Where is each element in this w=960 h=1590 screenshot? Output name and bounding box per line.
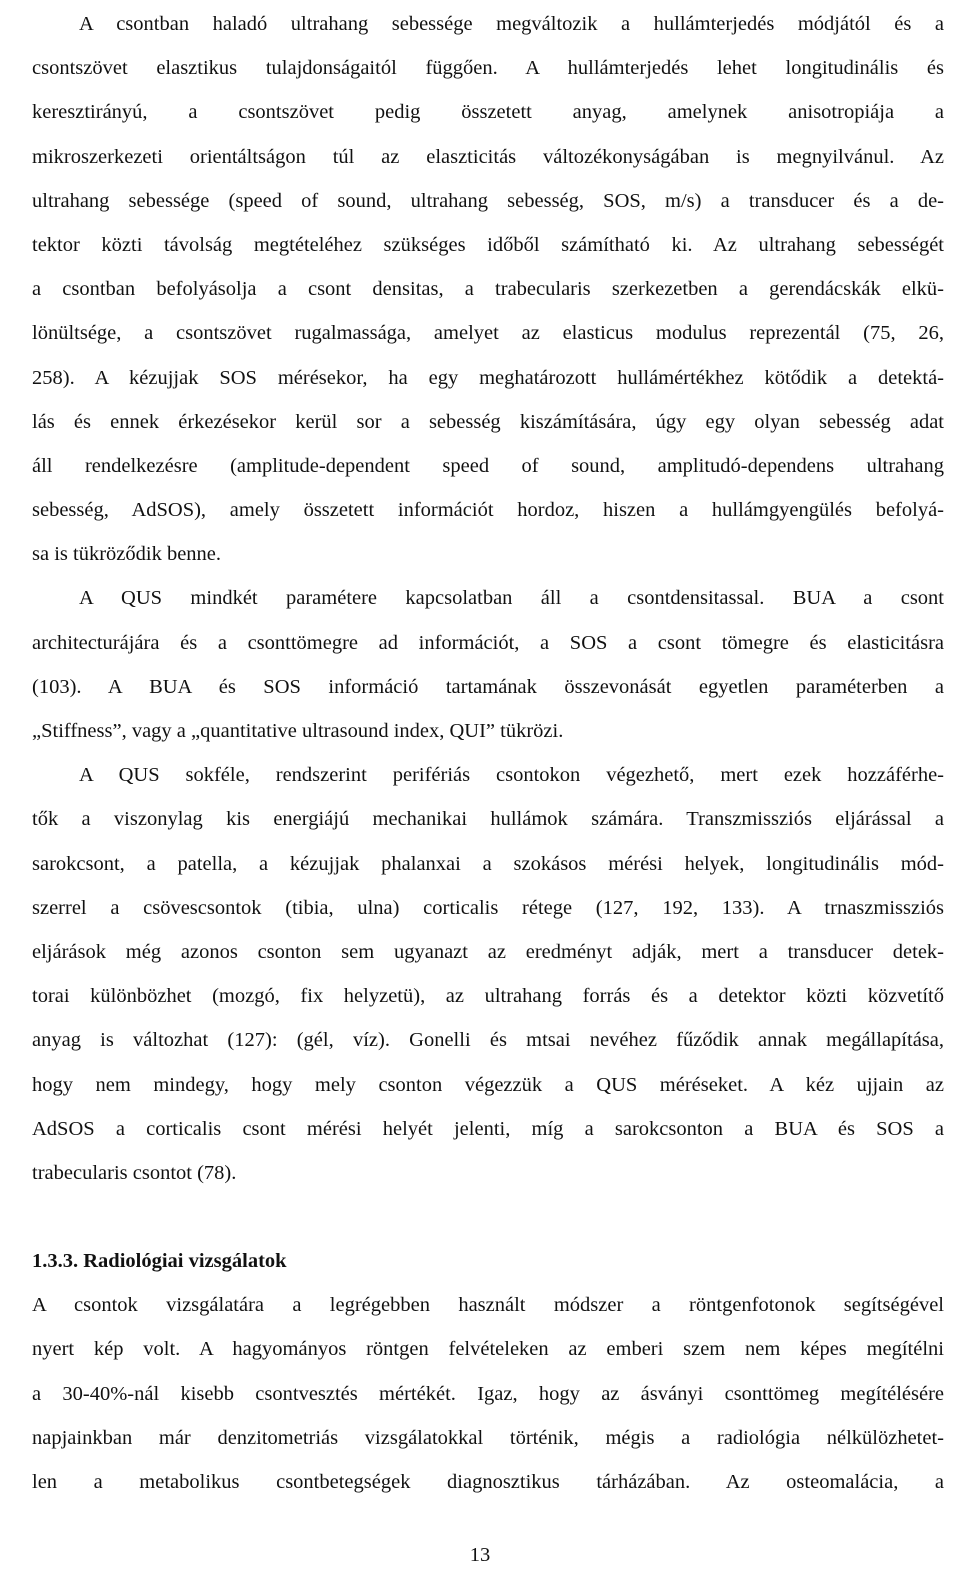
text-line: tők a viszonylag kis energiájú mechanikai hullámok számára. Transzmissziós eljárással a [32,808,944,831]
text-line: lás és ennek érkezésekor kerül sor a sebesség kiszámítására, úgy egy olyan sebesség adat [32,410,944,433]
text-line: a csontban befolyásolja a csont densitas, a trabecularis szerkezetben a gerendácskák elkü- [32,278,944,301]
text-line: „Stiffness”, vagy a „quantitative ultrasound index, QUI” tükrözi. [32,720,564,742]
section-number: 1.3.3. [32,1250,79,1273]
text-line: ultrahang sebessége (speed of sound, ultrahang sebesség, SOS, m/s) a transducer és a de- [32,189,944,212]
text-line: áll rendelkezésre (amplitude-dependent speed of sound, amplitudó-dependens ultrahang [32,454,944,477]
text-line: lönültsége, a csontszövet rugalmassága, amelyet az elasticus modulus reprezentál (75, 26, [32,322,944,345]
text-line: 258). A kézujjak SOS mérésekor, ha egy meghatározott hullámértékhez kötődik a detektá- [32,366,944,389]
text-line: hogy nem mindegy, hogy mely csonton végezzük a QUS méréseket. A kéz ujjain az [32,1073,944,1096]
text-line: eljárások még azonos csonton sem ugyanazt az eredményt adják, mert a transducer detek- [32,940,944,963]
text-line: keresztirányú, a csontszövet pedig összetett anyag, amelynek anisotropiája a [32,101,944,124]
text-line: mikroszerkezeti orientáltságon túl az elaszticitás változékonyságában is megnyilvánul. Az [32,145,944,168]
paragraph-1 [32,2,944,576]
text-line: napjainkban már denzitometriás vizsgálatokkal történik, mégis a radiológia nélkülözhetet- [32,1426,944,1449]
text-line: A QUS sokféle, rendszerint perifériás csontokon végezhető, mert ezek hozzáférhe- [79,764,944,787]
text-line: A QUS mindkét paramétere kapcsolatban áll a csontdensitassal. BUA a csont [79,587,944,610]
text-line: tektor közti távolság megtételéhez szükséges időből számítható ki. Az ultrahang sebességét [32,233,944,256]
text-line: anyag is változhat (127): (gél, víz). Gonelli és mtsai nevéhez fűződik annak megállapítása, [32,1029,944,1052]
text-line: AdSOS a corticalis csont mérési helyét jelenti, míg a sarokcsonton a BUA és SOS a [32,1117,944,1140]
section-spacer [32,1195,944,1239]
text-line: csontszövet elasztikus tulajdonságaitól függően. A hullámterjedés lehet longitudinális és [32,57,944,80]
text-line: torai különbözhet (mozgó, fix helyzetü), az ultrahang forrás és a detektor közti közvetítő [32,985,944,1008]
document-page [32,2,944,1504]
text-line: a 30-40%-nál kisebb csontvesztés mértékét. Igaz, hogy az ásványi csonttömeg megítélésére [32,1382,944,1405]
paragraph-2 [32,576,944,753]
text-line: A csontban haladó ultrahang sebessége megváltozik a hullámterjedés módjától és a [79,13,944,35]
text-line: (103). A BUA és SOS információ tartamának összevonását egyetlen paraméterben a [32,675,944,698]
paragraph-3 [32,753,944,1195]
section-title: Radiológiai vizsgálatok [83,1250,287,1273]
paragraph-4 [32,1283,944,1504]
text-line: architecturájára és a csonttömegre ad információt, a SOS a csont tömegre és elasticitásra [32,631,944,654]
text-line: A csontok vizsgálatára a legrégebben használt módszer a röntgenfotonok segítségével [32,1294,944,1317]
text-line: szerrel a csövescsontok (tibia, ulna) corticalis rétege (127, 192, 133). A trnaszmissziós [32,896,944,919]
text-line: sarokcsont, a patella, a kézujjak phalanxai a szokásos mérési helyek, longitudinális mód- [32,852,944,875]
page-number: 13 [469,1544,491,1566]
text-line: sa is tükröződik benne. [32,543,222,566]
text-line: trabecularis csontot (78). [32,1161,237,1184]
text-line: sebesség, AdSOS), amely összetett információt hordoz, hiszen a hullámgyengülés befolyá- [32,499,944,522]
section-heading [32,1239,944,1283]
text-line: nyert kép volt. A hagyományos röntgen felvételeken az emberi szem nem képes megítélni [32,1338,944,1361]
text-line: len a metabolikus csontbetegségek diagnosztikus tárházában. Az osteomalácia, a [32,1471,944,1493]
